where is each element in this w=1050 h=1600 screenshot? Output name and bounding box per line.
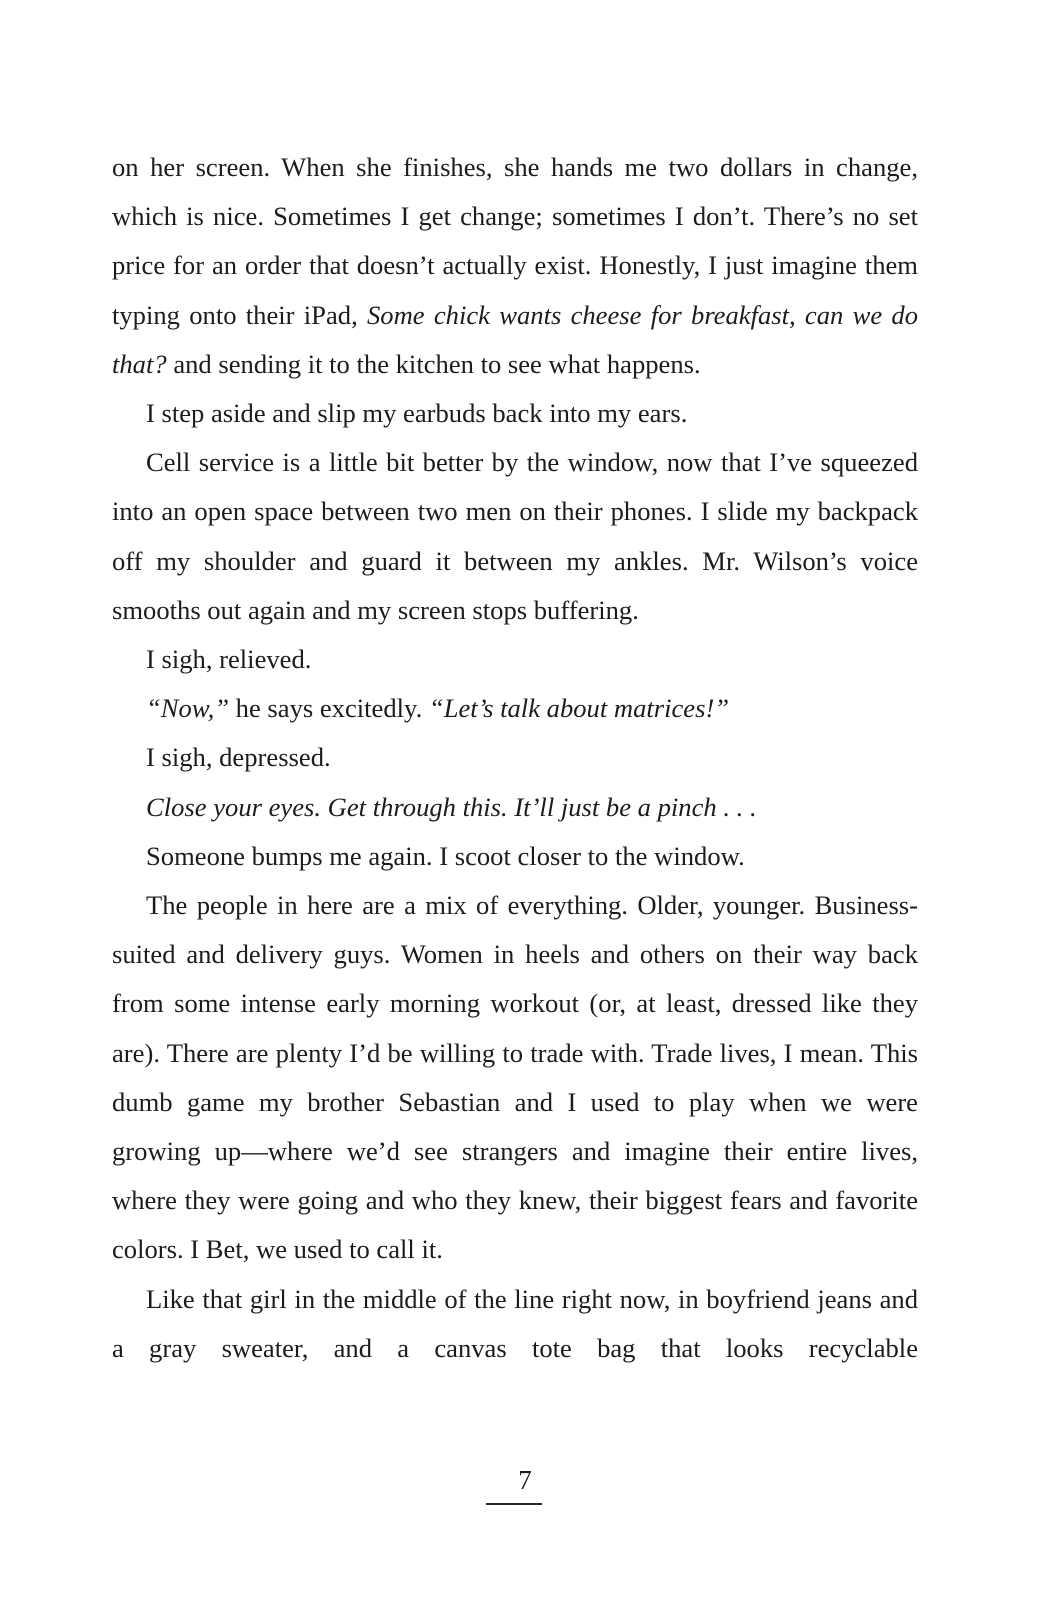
paragraph-1-italic: Some chick wants cheese for breakfast, can we do that? [112,299,918,379]
paragraph-9: The people in here are a mix of everything. Older, younger. Business-suited and delivery guys. Women in heels and others on their way back from some intense early morning workout (or, at least, dressed like they are). There are plenty I’d be willing to trade with. Trade lives, I mean. This dumb game my brother Sebastian and I used to play when we were growing up—where we’d see strangers and imagine their entire lives, where they were going and who they knew, their biggest fears and favorite colors. I Bet, we used to call it. [112,890,918,1265]
page-number: 7 [518,1465,532,1495]
paragraph-8: Someone bumps me again. I scoot closer to the window. [146,840,745,871]
paragraph-5-text: he says excitedly. [229,693,429,724]
paragraph-3: Cell service is a little bit better by the window, now that I’ve squeezed into an open space between two men on their phones. I slide my backpack off my shoulder and guard it between my ankles. Mr. Wilson’s voice smooths out again and my screen stops buffering. [112,447,918,625]
paragraph-5-quote-2: “Let’s talk about matrices!” [428,693,730,724]
paragraph-6: I sigh, depressed. [146,742,331,773]
paragraph-4: I sigh, relieved. [146,644,312,675]
page-number-rule [486,1503,542,1505]
paragraph-7-italic: Close your eyes. Get through this. It’ll just be a pinch . . . [146,791,757,822]
paragraph-1-end: and sending it to the kitchen to see what happens. [166,348,701,379]
body-text [112,143,918,1373]
paragraph-1-text: on her screen. When she finishes, she hands me two dollars in change, which is nice. Sometimes I get change; sometimes I don’t. There’s no set price for an order that doesn’t actually exist. Honestly, I just imagine them typing onto their iPad, [112,152,918,330]
paragraph-7 [112,783,918,832]
paragraph-1 [112,143,918,389]
paragraph-5-quote-1: “Now,” [146,693,230,724]
paragraph-2: I step aside and slip my earbuds back into my ears. [146,398,688,429]
paragraph-10: Like that girl in the middle of the line right now, in boyfriend jeans and a gray sweater, and a canvas tote bag that looks recyclable [112,1283,918,1363]
paragraph-5 [112,684,918,733]
